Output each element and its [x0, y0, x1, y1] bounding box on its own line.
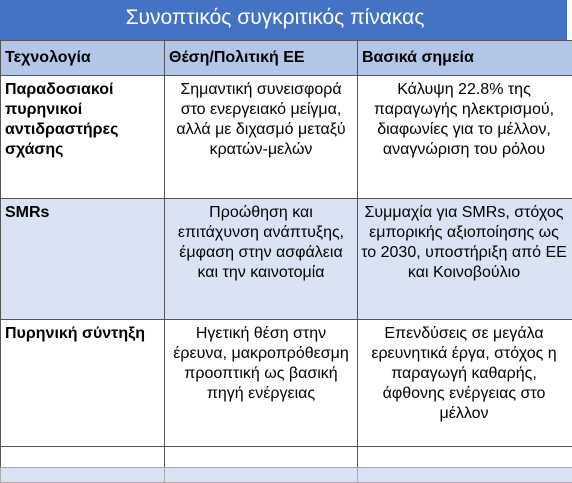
table-title-bar — [0, 0, 567, 40]
empty-row — [1, 447, 572, 468]
cell-eu-position: Σημαντική συνεισφορά στο ενεργειακό μείγμα, αλλά με διχασμό μεταξύ κρατών-μελών — [165, 76, 358, 199]
cell-key-points: Επενδύσεις σε μεγάλα ερευνητικά έργα, στόχος η παραγωγή καθαρής, άφθονης ενέργειας στο μέλλον — [358, 320, 572, 447]
empty-cell — [1, 447, 165, 468]
cell-technology: Πυρηνική σύντηξη — [1, 320, 165, 447]
cell-key-points: Κάλυψη 22.8% της παραγωγής ηλεκτρισμού, διαφωνίες για το μέλλον, αναγνώριση του ρόλου — [358, 76, 572, 199]
cell-technology: Παραδοσιακοί πυρηνικοί αντιδραστήρες σχάσης — [1, 76, 165, 199]
empty-cell — [358, 468, 572, 483]
comparison-table — [0, 40, 572, 483]
table-row — [1, 76, 572, 199]
cell-technology: SMRs — [1, 199, 165, 320]
header-key-points: Βασικά σημεία — [358, 41, 572, 76]
table-row — [1, 199, 572, 320]
header-eu-position: Θέση/Πολιτική ΕΕ — [165, 41, 358, 76]
cell-eu-position: Προώθηση και επιτάχυνση ανάπτυξης, έμφαση στην ασφάλεια και την καινοτομία — [165, 199, 358, 320]
empty-cell — [1, 468, 165, 483]
header-row — [1, 41, 572, 76]
header-technology: Τεχνολογία — [1, 41, 165, 76]
table-title: Συνοπτικός συγκριτικός πίνακας — [126, 6, 425, 30]
cell-eu-position: Ηγετική θέση στην έρευνα, μακροπρόθεσμη προοπτική ως βασική πηγή ενέργειας — [165, 320, 358, 447]
empty-cell — [165, 447, 358, 468]
empty-cell — [165, 468, 358, 483]
table-row — [1, 320, 572, 447]
empty-row — [1, 468, 572, 483]
cell-key-points: Συμμαχία για SMRs, στόχος εμπορικής αξιοποίησης ως το 2030, υποστήριξη από ΕΕ και Κοινοβούλιο — [358, 199, 572, 320]
empty-cell — [358, 447, 572, 468]
